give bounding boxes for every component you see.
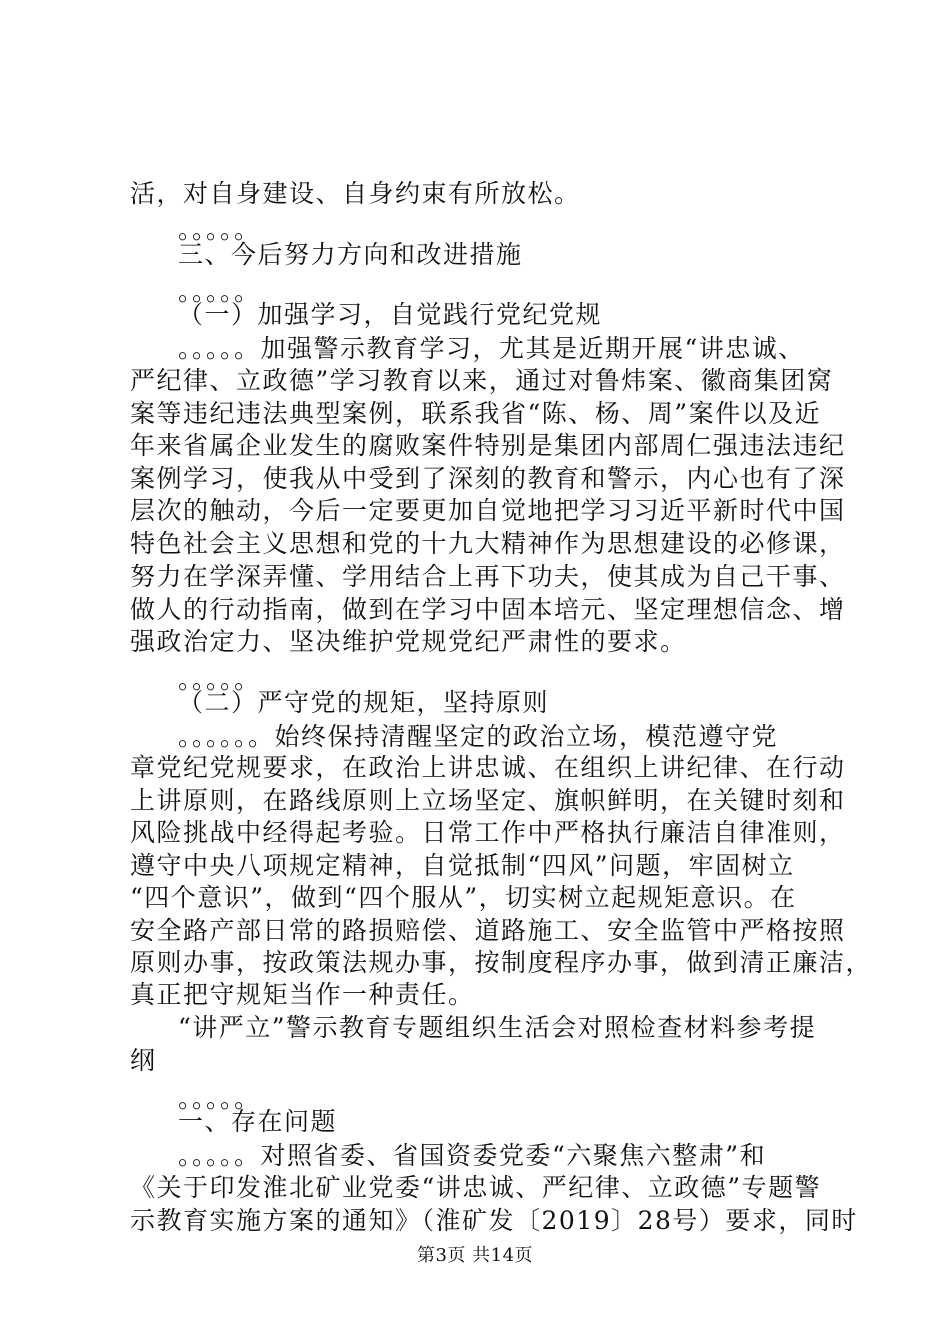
text-line: 安全路产部日常的路损赔偿、道路施工、安全监管中严格按照 — [130, 916, 846, 945]
page-footer: 第3页 共14页 — [416, 1245, 534, 1266]
section-heading: 一、存在问题 — [178, 1107, 338, 1136]
text-line: 层次的触动，今后一定要更加自觉地把学习习近平新时代中国 — [130, 496, 846, 525]
text-line: 纲 — [130, 1046, 157, 1075]
text-line: “四个意识”，做到“四个服从”，切实树立起规矩意识。在 — [130, 883, 797, 912]
text-line: 《关于印发淮北矿业党委“讲忠诚、严纪律、立政德”专题警 — [130, 1173, 822, 1202]
text-line: 做人的行动指南，做到在学习中固本培元、坚定理想信念、增 — [130, 595, 846, 624]
text-line: 年来省属企业发生的腐败案件特别是集团内部周仁强违法违纪 — [130, 431, 846, 460]
text-line: 。。。。。 — [178, 215, 261, 244]
text-line: 。。。。。。始终保持清醒坚定的政治立场，模范遵守党 — [178, 722, 779, 751]
text-line: 。。。。。对照省委、省国资委党委“六聚焦六整肃”和 — [178, 1141, 767, 1170]
text-line: 章党纪党规要求，在政治上讲忠诚、在组织上讲纪律、在行动 — [130, 753, 846, 782]
text-line: “讲严立”警示教育专题组织生活会对照检查材料参考提 — [178, 1013, 817, 1042]
text-line: 遵守中央八项规定精神，自觉抵制“四风”问题，牢固树立 — [130, 851, 795, 880]
text-line: 案例学习，使我从中受到了深刻的教育和警示，内心也有了深 — [130, 464, 846, 493]
text-line: 严纪律、立政德”学习教育以来，通过对鲁炜案、徽商集团窝 — [130, 366, 834, 395]
text-line: 特色社会主义思想和党的十九大精神作为思想建设的必修课， — [130, 529, 846, 558]
text-line: 上讲原则，在路线原则上立场坚定、旗帜鲜明，在关键时刻和 — [130, 786, 846, 815]
section-heading: 三、今后努力方向和改进措施 — [178, 240, 523, 269]
text-line: 。。。。。 — [178, 1084, 261, 1113]
text-line: 真正把守规矩当作一种责任。 — [130, 980, 475, 1009]
text-line: 活，对自身建设、自身约束有所放松。 — [130, 179, 581, 208]
text-line: 原则办事，按政策法规办事，按制度程序办事，做到清正廉洁， — [130, 948, 873, 977]
subsection-heading: （一）加强学习，自觉践行党纪党规 — [178, 300, 603, 329]
text-line: 。。。。。加强警示教育学习，尤其是近期开展“讲忠诚、 — [178, 334, 805, 363]
text-line: 。。。。。 — [178, 277, 261, 306]
text-line: 示教育实施方案的通知》（淮矿发〔2019〕28号）要求，同时 — [130, 1206, 858, 1235]
text-line: 风险挑战中经得起考验。日常工作中严格执行廉洁自律准则， — [130, 818, 846, 847]
text-line: 努力在学深弄懂、学用结合上再下功夫，使其成为自己干事、 — [130, 562, 846, 591]
text-line: 强政治定力、坚决维护党规党纪严肃性的要求。 — [130, 627, 687, 656]
subsection-heading: （二）严守党的规矩，坚持原则 — [178, 688, 550, 717]
text-line: 案等违纪违法典型案例，联系我省“陈、杨、周”案件以及近 — [130, 399, 822, 428]
text-line: 。。。。。 — [178, 665, 261, 694]
